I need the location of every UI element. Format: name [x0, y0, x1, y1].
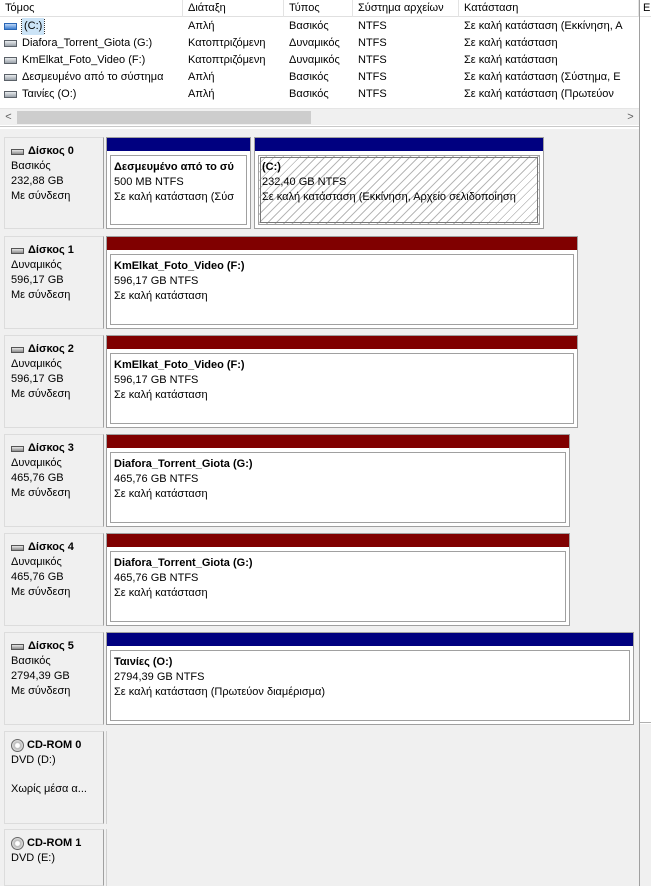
hard-disk-icon: [11, 644, 24, 650]
disk-label[interactable]: [4, 434, 104, 527]
volume-cell-name: [0, 69, 183, 86]
actions-pane-box: [640, 18, 651, 723]
hard-disk-icon: [11, 347, 24, 353]
disk-label[interactable]: [4, 335, 104, 428]
partition-size: 2794,39 GB NTFS: [114, 671, 205, 683]
scrollbar-thumb[interactable]: [17, 111, 311, 124]
cd-drive-icon: [11, 837, 24, 850]
partition-block[interactable]: [106, 434, 570, 527]
volume-cell-layout: Κατοπτριζόμενη: [188, 37, 266, 49]
disk-name: [11, 243, 103, 258]
hard-disk-icon: [11, 446, 24, 452]
partition-name: Diafora_Torrent_Giota (G:): [114, 458, 253, 470]
volume-cell-layout: Κατοπτριζόμενη: [188, 54, 266, 66]
actions-pane: [639, 0, 651, 886]
disk-kind: Βασικός: [11, 655, 51, 667]
disk-kind: Δυναμικός: [11, 457, 62, 469]
partition-color-bar: [255, 138, 543, 151]
cdrom-name-text: CD-ROM 1: [27, 837, 82, 849]
disk-row[interactable]: [4, 434, 639, 527]
volume-icon: [4, 74, 17, 81]
volume-row[interactable]: [0, 18, 639, 35]
volume-name: Ταινίες (O:): [22, 88, 77, 100]
disk-state: Με σύνδεση: [11, 289, 71, 301]
disk-kind: Δυναμικός: [11, 259, 62, 271]
cdrom-empty-area[interactable]: [106, 829, 639, 886]
volume-row[interactable]: [0, 35, 639, 52]
partition-size: 596,17 GB NTFS: [114, 275, 199, 287]
disk-graphical-view: [0, 129, 639, 886]
disk-name-text: Δίσκος 3: [28, 442, 74, 454]
disk-row[interactable]: [4, 533, 639, 626]
partition-block[interactable]: [254, 137, 544, 229]
volume-row[interactable]: [0, 69, 639, 86]
cdrom-drive: DVD (D:): [11, 754, 56, 766]
partition-body: [110, 254, 574, 325]
volume-cell-name: [0, 52, 183, 69]
partition-name: Diafora_Torrent_Giota (G:): [114, 557, 253, 569]
volume-cell-filesystem: NTFS: [358, 71, 387, 83]
column-header-layout[interactable]: Διάταξη: [183, 0, 284, 17]
partition-status: Σε καλή κατάσταση (Σύσ: [114, 191, 235, 203]
partition-body: [110, 452, 566, 523]
disk-size: 596,17 GB: [11, 373, 64, 385]
volume-list[interactable]: [0, 0, 639, 127]
disk-name-text: Δίσκος 5: [28, 640, 74, 652]
partition-name: KmElkat_Foto_Video (F:): [114, 260, 245, 272]
column-header-volume[interactable]: Τόμος: [0, 0, 183, 17]
partition-body: [110, 551, 566, 622]
disk-state: Με σύνδεση: [11, 487, 71, 499]
volume-cell-layout: Απλή: [188, 88, 215, 100]
disk-state: Με σύνδεση: [11, 586, 71, 598]
cdrom-label[interactable]: [4, 829, 104, 886]
partition-size: 465,76 GB NTFS: [114, 473, 199, 485]
volume-cell-status: Σε καλή κατάσταση (Εκκίνηση, Α: [464, 20, 623, 32]
disk-name-text: Δίσκος 2: [28, 343, 74, 355]
cdrom-media: Χωρίς μέσα α...: [11, 783, 87, 795]
actions-pane-header: Ε: [640, 0, 651, 17]
partition-color-bar: [107, 633, 633, 646]
disk-size: 465,76 GB: [11, 571, 64, 583]
disk-label[interactable]: [4, 533, 104, 626]
partition-body: [110, 155, 247, 225]
cd-drive-icon: [11, 739, 24, 752]
partition-block[interactable]: [106, 137, 251, 229]
disk-name: [11, 441, 103, 456]
volume-cell-type: Βασικός: [289, 71, 329, 83]
volume-cell-status: Σε καλή κατάσταση: [464, 37, 558, 49]
system-volume-icon: [4, 23, 17, 30]
volume-cell-name: [0, 18, 183, 35]
cdrom-name: [11, 738, 103, 753]
actions-pane-lower: [640, 724, 651, 886]
volume-cell-layout: Απλή: [188, 71, 215, 83]
volume-name: Δεσμευμένο από το σύστημα: [22, 71, 164, 83]
volume-list-header: [0, 0, 639, 17]
volume-cell-filesystem: NTFS: [358, 20, 387, 32]
cdrom-row[interactable]: [4, 829, 639, 886]
volume-cell-status: Σε καλή κατάσταση: [464, 54, 558, 66]
partition-color-bar: [107, 138, 250, 151]
partition-color-bar: [107, 336, 577, 349]
disk-kind: Βασικός: [11, 160, 51, 172]
column-header-status[interactable]: Κατάσταση: [459, 0, 639, 17]
column-header-filesystem[interactable]: Σύστημα αρχείων: [353, 0, 459, 17]
partition-size: 500 MB NTFS: [114, 176, 184, 188]
disk-size: 2794,39 GB: [11, 670, 70, 682]
disk-kind: Δυναμικός: [11, 358, 62, 370]
partition-name: Δεσμευμένο από το σύ: [114, 161, 234, 173]
partition-status: Σε καλή κατάσταση: [114, 587, 208, 599]
volume-cell-name: [0, 35, 183, 52]
cdrom-empty-area[interactable]: [106, 731, 639, 824]
disk-row[interactable]: [4, 335, 639, 428]
disk-name: [11, 144, 103, 159]
volume-list-horizontal-scrollbar[interactable]: [0, 108, 639, 125]
volume-rows: [0, 18, 639, 103]
volume-cell-filesystem: NTFS: [358, 37, 387, 49]
disk-name-text: Δίσκος 0: [28, 145, 74, 157]
disk-label[interactable]: [4, 137, 104, 229]
volume-row[interactable]: [0, 86, 639, 103]
cdrom-label[interactable]: [4, 731, 104, 824]
partition-status: Σε καλή κατάσταση: [114, 389, 208, 401]
partition-size: 465,76 GB NTFS: [114, 572, 199, 584]
volume-cell-status: Σε καλή κατάσταση (Πρωτεύον: [464, 88, 614, 100]
disk-state: Με σύνδεση: [11, 190, 71, 202]
partition-size: 232,40 GB NTFS: [262, 176, 347, 188]
cdrom-name: [11, 836, 103, 851]
cdrom-drive: DVD (E:): [11, 852, 55, 864]
hard-disk-icon: [11, 545, 24, 551]
cdrom-row[interactable]: [4, 731, 639, 824]
partition-body: [258, 155, 540, 225]
cdrom-name-text: CD-ROM 0: [27, 739, 82, 751]
partition-size: 596,17 GB NTFS: [114, 374, 199, 386]
volume-icon: [4, 40, 17, 47]
partition-status: Σε καλή κατάσταση (Πρωτεύον διαμέρισμα): [114, 686, 325, 698]
partition-name: (C:): [262, 161, 281, 173]
hard-disk-icon: [11, 149, 24, 155]
disk-state: Με σύνδεση: [11, 388, 71, 400]
partition-block[interactable]: [106, 335, 578, 428]
disk-name: [11, 639, 103, 654]
disk-name-text: Δίσκος 1: [28, 244, 74, 256]
volume-cell-type: Βασικός: [289, 20, 329, 32]
partition-color-bar: [107, 237, 577, 250]
partition-block[interactable]: [106, 236, 578, 329]
disk-kind: Δυναμικός: [11, 556, 62, 568]
disk-label[interactable]: [4, 236, 104, 329]
partition-status: Σε καλή κατάσταση (Εκκίνηση, Αρχείο σελιδοποίηση: [262, 191, 516, 203]
disk-row[interactable]: [4, 137, 639, 229]
hard-disk-icon: [11, 248, 24, 254]
volume-icon: [4, 57, 17, 64]
volume-cell-type: Βασικός: [289, 88, 329, 100]
partition-color-bar: [107, 435, 569, 448]
scroll-left-arrow-icon[interactable]: <: [5, 111, 12, 123]
disk-label[interactable]: [4, 632, 104, 725]
volume-cell-type: Δυναμικός: [289, 37, 340, 49]
partition-block[interactable]: [106, 632, 634, 725]
volume-row[interactable]: [0, 52, 639, 69]
disk-name: [11, 540, 103, 555]
disk-size: 465,76 GB: [11, 472, 64, 484]
partition-color-bar: [107, 534, 569, 547]
volume-cell-layout: Απλή: [188, 20, 215, 32]
partition-name: Ταινίες (O:): [114, 656, 173, 668]
column-header-type[interactable]: Τύπος: [284, 0, 353, 17]
volume-name: (C:): [22, 18, 44, 35]
partition-body: [110, 353, 574, 424]
partition-status: Σε καλή κατάσταση: [114, 290, 208, 302]
volume-cell-status: Σε καλή κατάσταση (Σύστημα, Ε: [464, 71, 621, 83]
disk-size: 232,88 GB: [11, 175, 64, 187]
partition-block[interactable]: [106, 533, 570, 626]
disk-state: Με σύνδεση: [11, 685, 71, 697]
partition-body: [110, 650, 630, 721]
disk-name-text: Δίσκος 4: [28, 541, 74, 553]
volume-cell-name: [0, 86, 183, 103]
partition-name: KmElkat_Foto_Video (F:): [114, 359, 245, 371]
disk-name: [11, 342, 103, 357]
volume-icon: [4, 91, 17, 98]
volume-cell-filesystem: NTFS: [358, 88, 387, 100]
disk-row[interactable]: [4, 236, 639, 329]
disk-size: 596,17 GB: [11, 274, 64, 286]
volume-name: KmElkat_Foto_Video (F:): [22, 54, 146, 66]
scroll-right-arrow-icon[interactable]: >: [627, 111, 634, 123]
volume-cell-filesystem: NTFS: [358, 54, 387, 66]
volume-name: Diafora_Torrent_Giota (G:): [22, 37, 153, 49]
volume-cell-type: Δυναμικός: [289, 54, 340, 66]
partition-status: Σε καλή κατάσταση: [114, 488, 208, 500]
disk-row[interactable]: [4, 632, 639, 725]
